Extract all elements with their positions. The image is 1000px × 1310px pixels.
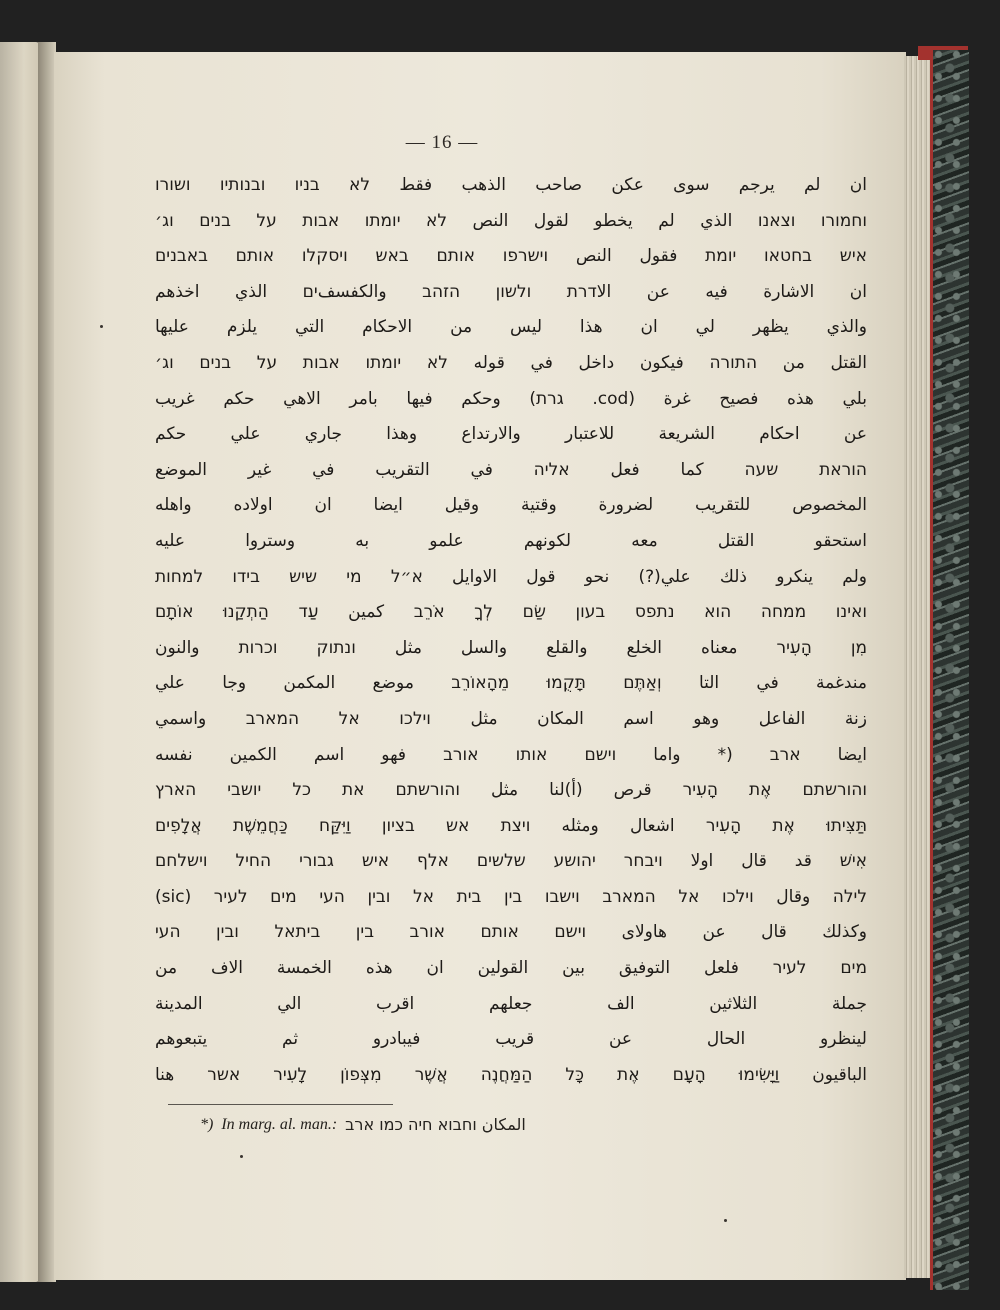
footnote-marker: *): [200, 1116, 214, 1133]
body-text: [155, 168, 867, 1093]
text-line: والذي يظهر لي ان هذا ليس من الاحكام التي يلزم عليها: [155, 317, 867, 338]
footnote: [200, 1110, 620, 1140]
text-line: لينظرو الحال عن قريب فيبادرو ثم يتبعوهم: [155, 1029, 867, 1050]
text-line: מים לעיר فلعل التوفيق بين القولين ان هذه الخمسة الاف من: [155, 958, 867, 979]
text-line: ايضا ארב (* واما וישם אותו אורב فهو اسم الكمين نفسه: [155, 744, 867, 765]
text-line: استحقو القتل معه لكونهم علمو به وستروا عليه: [155, 530, 867, 551]
text-line: איש בחטאו יומת فقول النص וישרפו אותם באש ויסקלו אותם באבנים: [155, 246, 867, 267]
text-line: תַּצִּיתוּ אֶת הָעִיר اشعال ومثله ויצת אש בציון וַיִּקַּח כַּחֲמֵשֶׁת אֲלָפִים: [155, 815, 867, 836]
text-line: ואינו ממחה הוא נתפס בעון שַׂם לְךָ אֹרֵב كمين עַד הַתְקַנוּ אוֹתָם: [155, 602, 867, 623]
marbled-cover: [930, 50, 969, 1290]
text-line: وكذلك قال عن هاولاى וישם אותם אורב בין ביתאל ובין העי: [155, 922, 867, 943]
text-line: مندغمة في التا וְאַתֶּם תָּקֻמוּ מֵהָאוֹרֵב موضع المكمن وجا علي: [155, 673, 867, 694]
text-line: מִן הָעִיר معناه الخلع والقلع والسل مثل ונתוק וכרות والنون: [155, 637, 867, 658]
text-line: جملة الثلاثين الف جعلهم اقرب الي المدينة: [155, 993, 867, 1014]
text-line: عن احكام الشريعة للاعتبار والارتداع وهذا جاري علي حكم: [155, 424, 867, 445]
paper-speck: [100, 325, 103, 328]
paper-speck: [724, 1219, 727, 1222]
text-line: بلي هذه فصيح غرة (cod. גרת) وحكم فيها بامر الاهي حكم غريب: [155, 388, 867, 409]
text-line: الباقيون וַיָּשִׂימוּ הָעָם אֶת כָּל הַמַּחֲנֶה אֲשֶׁר מִצְּפוֹן לָעִיר אשר هنا: [155, 1064, 867, 1085]
footnote-rule: [168, 1104, 393, 1105]
text-line: ولم ينكرو ذلك علي(?) نحو قول الاوايل א״ל מי שיש בידו למחות: [155, 566, 867, 587]
page-number: — 16 —: [405, 132, 479, 153]
text-line: ان الاشارة فيه عن الاדרת ולשון הזהב والكفسفים الذي اخذهم: [155, 281, 867, 302]
text-line: אִישׁ قد قال اولا ויבחר יהושע שלשים אלף איש גבורי החיל וישלחם: [155, 851, 867, 872]
text-line: וחמורו וצאנו الذي لم يخطو لقول النص לא יומתו אבות על בנים וג׳: [155, 210, 867, 231]
footnote-text: المكان וחבוא חיה כמו ארב: [345, 1115, 526, 1134]
left-page-edge: [0, 42, 40, 1282]
footnote-label: In marg. al. man.:: [221, 1116, 338, 1133]
text-line: והורשתם אֶת הָעִיר قرص (أ)لنا مثل והורשתם את כל יושבי הארץ: [155, 780, 867, 801]
text-line: زنة الفاعل وهو اسم المكان مثل וילכו אל המארב واسمي: [155, 708, 867, 729]
text-line: القتل من התורה فيكون داخل في قوله לא יומתו אבות על בנים וג׳: [155, 352, 867, 373]
text-line: المخصوص للتقريب لضرورة وقتية وقيل ايضا ان اولاده واهله: [155, 495, 867, 516]
text-line: ان لم يرجم سوى عكن صاحب الذهب فقط לא בניו ובנותיו ושורו: [155, 175, 867, 195]
paper-speck: [240, 1155, 243, 1158]
text-line: הוראת שעה كما فعل אליה في التقريب في غير الموضع: [155, 459, 867, 480]
text-line: לילה وقال וילכו אל המארב וישבו בין בית אל ובין העי מים לעיר (sic): [155, 886, 867, 907]
